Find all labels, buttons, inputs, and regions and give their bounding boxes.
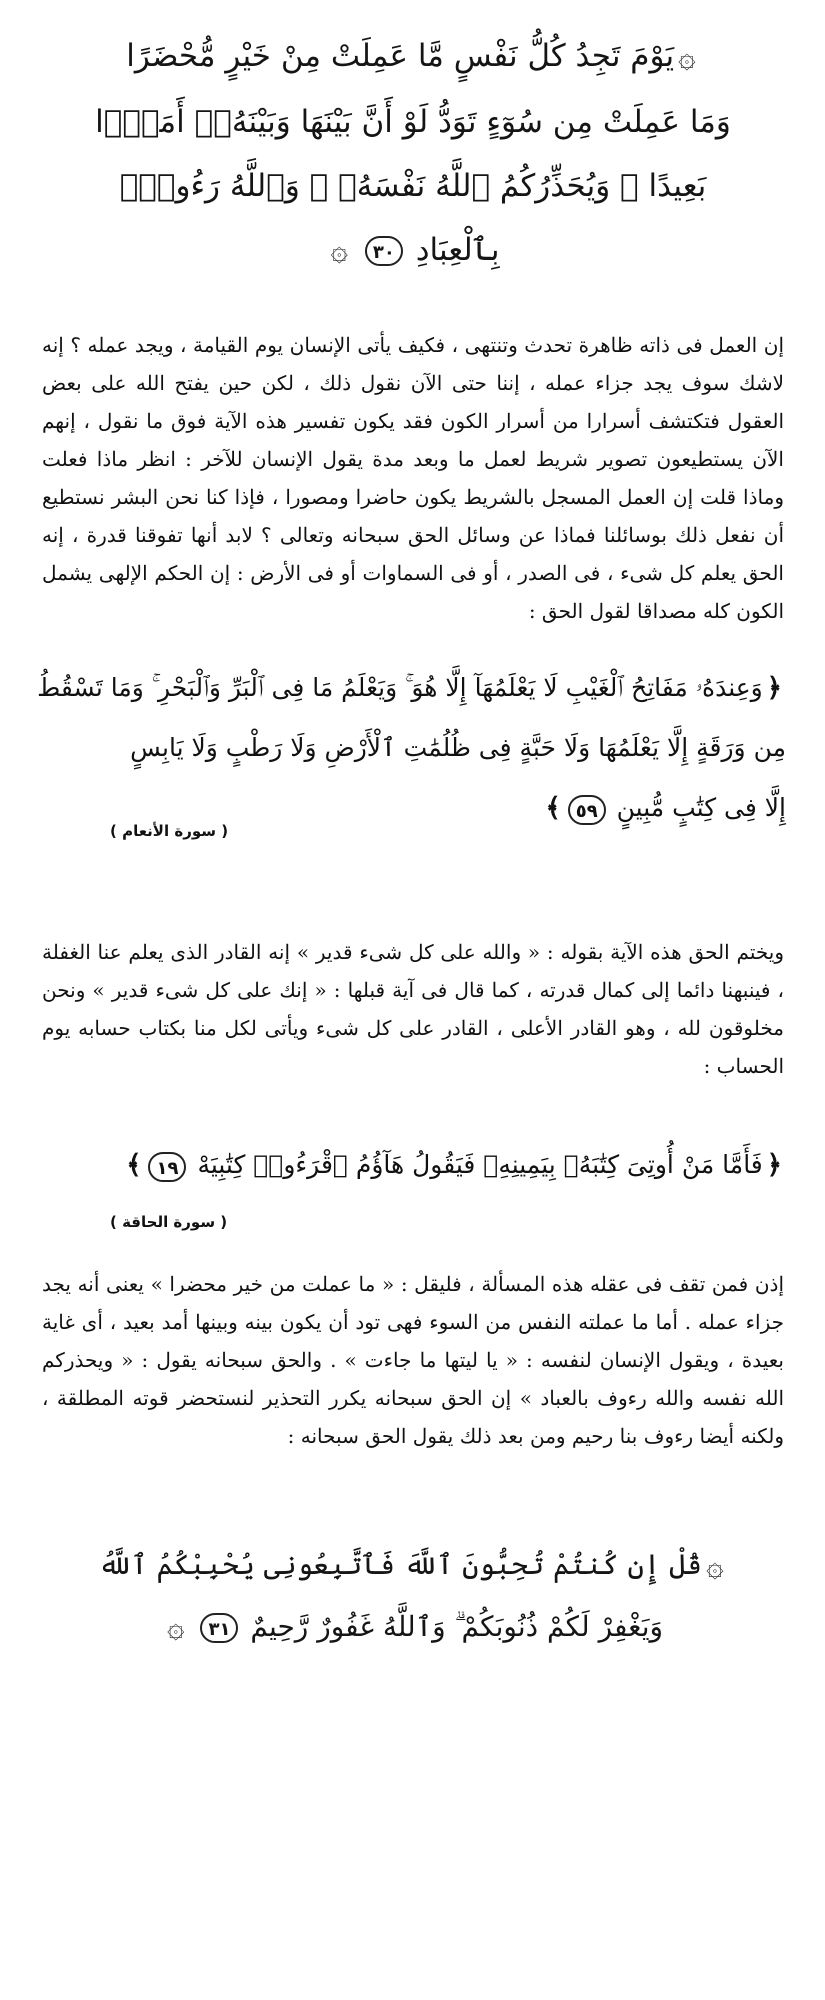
quote-haqqa-line: ﴿فَأَمَّا مَنْ أُوتِىَ كِتَٰبَهُۥ بِيَمِينِهِۦ فَيَقُولُ هَآؤُمُ ٱقْرَءُوا۟ كِتَٰبِيَهْ ١٩﴾: [126, 1150, 782, 1180]
ornament-icon: ۞: [166, 1610, 185, 1645]
surah-label-anaam: ( سورة الأنعام ): [110, 822, 229, 840]
verse-30-line-3: بَعِيدًا ۗ وَيُحَذِّرُكُمُ ٱللَّهُ نَفْسَهُۥ ۗ وَٱللَّهُ رَءُوفٌۢ: [119, 167, 707, 204]
surah-label-haqqa: ( سورة الحاقة ): [110, 1213, 228, 1231]
open-bracket-icon: ﴿: [766, 673, 782, 703]
quote-anaam-line-3: إِلَّا فِى كِتَٰبٍ مُّبِينٍ ٥٩﴾: [545, 793, 786, 823]
page-bottom-panel: [22, 925, 804, 1690]
quote-haqqa: [40, 1135, 786, 1195]
ornament-icon: ۞: [330, 233, 349, 268]
close-bracket-icon: ﴾: [545, 793, 561, 823]
ayah-number-31: ٣١: [200, 1613, 238, 1643]
verse-30-line-1: ۞يَوْمَ تَجِدُ كُلُّ نَفْسٍ مَّا عَمِلَتْ مِنْ خَيْرٍ مُّحْضَرًا: [22, 24, 804, 90]
page-top-panel: [22, 18, 804, 870]
open-bracket-icon: ﴿: [766, 1150, 782, 1180]
commentary-paragraph-1: إن العمل فى ذاته ظاهرة تحدث وتنتهى ، فكيف يأتى الإنسان يوم القيامة ، ويجد عمله ؟ إنه لاشك سوف يجد جزاء عمله ، إننا حتى الآن نقول ذلك ، لكن حين يفتح الله على بعض العقول فتكتشف أسرارا من أسرار الكون فقد يكون تفسير هذه الآية فوق ما نقول ، إنهم الآن يستطيعون تصوير شريط لعمل ما وبعد مدة يقول الإنسان للآخر : انظر ماذا فعلت وماذا قلت إن العمل المسجل بالشريط يكون حاضرا ومصورا ، فإذا كنا نحن البشر نستطيع أن نفعل ذلك بوسائلنا فماذا عن وسائل الحق سبحانه وتعالى ؟ لابد أنها تفوقنا قدرة ، إنه الحق يعلم كل شىء ، فى الصدر ، أو فى السماوات أو فى الأرض : إن الحكم الإلهى يشمل الكون كله مصداقا لقول الحق :: [42, 333, 784, 623]
close-bracket-icon: ﴾: [126, 1150, 142, 1180]
ayah-number-30: ٣٠: [365, 236, 403, 266]
verse-30-block: [22, 24, 804, 283]
quote-anaam-line-2: مِن وَرَقَةٍ إِلَّا يَعْلَمُهَا وَلَا حَبَّةٍ فِى ظُلُمَٰتِ ٱلْأَرْضِ وَلَا رَطْبٍ وَلَا يَابِسٍ: [130, 733, 786, 762]
quote-anaam-line-1: ﴿وَعِندَهُۥ مَفَاتِحُ ٱلْغَيْبِ لَا يَعْلَمُهَآ إِلَّا هُوَ ۚ وَيَعْلَمُ مَا فِى ٱلْبَرِّ وَٱلْبَحْرِ ۚ وَمَا تَسْقُطُ: [37, 673, 782, 703]
ayah-number-19: ١٩: [148, 1152, 186, 1182]
ayah-number-59: ٥٩: [568, 795, 606, 825]
verse-31-block: [22, 1535, 804, 1658]
verse-31-line-1: ۞قُلْ إِن كُنتُمْ تُحِبُّونَ ٱللَّهَ فَٱتَّبِعُونِى يُحْبِبْكُمُ ٱللَّهُ: [22, 1535, 804, 1597]
ornament-icon: ۞: [678, 39, 696, 75]
verse-30-line-4: بِٱلْعِبَادِ ٣٠ ۞: [22, 218, 804, 284]
ornament-icon: ۞: [706, 1548, 724, 1584]
verse-30-line-2: وَمَا عَمِلَتْ مِن سُوٓءٍ تَوَدُّ لَوْ أَنَّ بَيْنَهَا وَبَيْنَهُۥٓ أَمَدًۢا: [95, 103, 731, 140]
commentary-paragraph-2: ويختم الحق هذه الآية بقوله : « والله على كل شىء قدير » إنه القادر الذى يعلم عنا الغفلة ، فينبهنا دائما إلى كمال قدرته ، كما قال فى آية قبلها : « إنك على كل شىء قدير » ونحن مخلوقون لله ، وهو القادر الأعلى ، القادر على كل شىء ويأتى لكل منا بكتاب حسابه يوم الحساب :: [42, 940, 784, 1078]
commentary-paragraph-3: إذن فمن تقف فى عقله هذه المسألة ، فليقل : « ما عملت من خير محضرا » يعنى أنه يجد جزاء عمله . أما ما عملته النفس من السوء فهى تود أن يكون بينه وبينها أمد بعيد ، أى غاية بعيدة ، ويقول الإنسان لنفسه : « يا ليتها ما جاءت » . والحق سبحانه يقول : « ويحذركم الله نفسه والله رءوف بالعباد » إن الحق سبحانه يكرر التحذير لنستحضر قوته المطلقة ، ولكنه أيضا رءوف بنا رحيم ومن بعد ذلك يقول الحق سبحانه :: [42, 1272, 784, 1448]
quote-anaam: [37, 658, 786, 838]
verse-31-line-2: وَيَغْفِرْ لَكُمْ ذُنُوبَكُمْ ۗ وَٱللَّهُ غَفُورٌ رَّحِيمٌ ٣١ ۞: [22, 1597, 804, 1659]
